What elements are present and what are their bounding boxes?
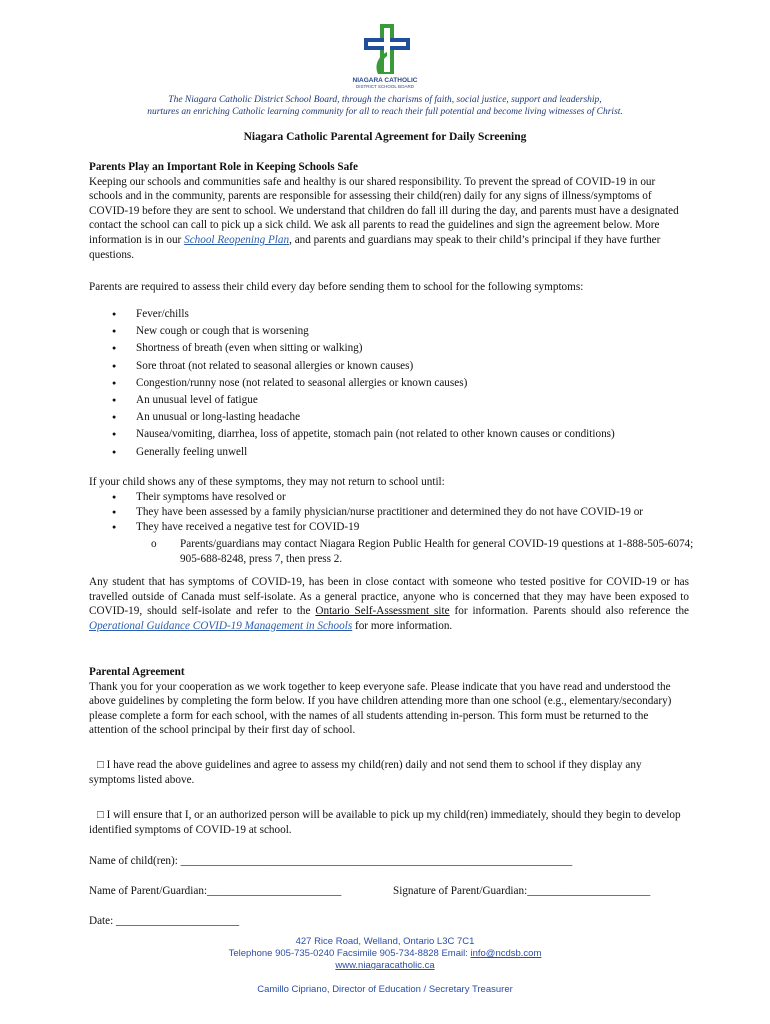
document-title: Niagara Catholic Parental Agreement for Daily Screening (243, 131, 527, 143)
footer-phone: Telephone 905-735-0240 Facsimile 905-734-8828 Email: (228, 948, 471, 959)
isolation-text-2: for information. Parents should also reference the (449, 605, 690, 618)
list-item: ● New cough or cough that is worsening (89, 324, 615, 341)
list-item: ● They have received a negative test for COVID-19 (89, 520, 719, 535)
intro-heading: Parents Play an Important Role in Keeping Schools Safe (89, 161, 358, 173)
list-item: ● An unusual or long-lasting headache (89, 410, 615, 427)
footer-director: Camillo Cipriano, Director of Education / Secretary Treasurer (257, 984, 513, 995)
child-name-field[interactable]: Name of child(ren): ______________________________________________________________________ (89, 855, 573, 867)
school-reopening-plan-link[interactable]: School Reopening Plan (184, 233, 290, 246)
cross-logo-icon (360, 22, 414, 76)
agreement-body: Thank you for your cooperation as we work together to keep everyone safe. Please indicate that you have read and understood the above guidelines by completing the form below. If you have children attending more than one school (e.g., elementary/secondary) please complete a form for each school, with the names of all students attending in-person. This form must be returned to the attention of the school principal by their first day of school. (89, 680, 672, 737)
sub-bullet: o (151, 538, 157, 550)
list-item: ● They have been assessed by a family physician/nurse practitioner and determined they do not have COVID-19 or (89, 505, 719, 520)
public-health-note (151, 537, 700, 567)
intro-body-text: Keeping our schools and communities safe and healthy is our shared responsibility. To prevent the spread of COVID-19 in our schools and in the community, parents are responsible for assessing their child(ren) daily for any signs of illness/symptoms of COVID-19 before they are sent to school. We understand that children do fall ill during the day, and parents must have a designated contact the school can call to pick up a sick child. We ask all parents to read the guidelines and sign the agreement below. More information is in our (89, 175, 679, 246)
list-item: ● An unusual level of fatigue (89, 393, 615, 410)
intro-body-text-end: , and parents and guardians may speak to their child’s principal if they have further questions. (89, 233, 661, 261)
parent-name-field[interactable]: Name of Parent/Guardian:________________________ (89, 885, 342, 897)
website-link[interactable]: www.niagaracatholic.ca (335, 960, 435, 971)
list-item: ● Fever/chills (89, 307, 615, 324)
list-item: ● Shortness of breath (even when sitting or walking) (89, 341, 615, 358)
symptom-list (89, 307, 615, 462)
mission-statement (40, 94, 730, 118)
intro-body (89, 175, 689, 263)
org-subtitle: DISTRICT SCHOOL BOARD (355, 84, 414, 89)
checkbox-square-2[interactable]: □ (97, 809, 104, 821)
isolation-text-3: for more information. (352, 619, 453, 632)
return-conditions-list (89, 490, 719, 534)
agreement-checkbox-2 (89, 808, 689, 838)
mission-line-2: nurtures an enriching Catholic learning community for all to reach their full potential and become living witnesses of Christ. (147, 107, 623, 117)
agreement-heading: Parental Agreement (89, 666, 185, 678)
footer-address: 427 Rice Road, Welland, Ontario L3C 7C1 (295, 936, 475, 947)
intro-section (89, 160, 689, 262)
agreement-section (89, 665, 689, 738)
list-item: ● Congestion/runny nose (not related to seasonal allergies or known causes) (89, 376, 615, 393)
checkbox-text-1: I have read the above guidelines and agree to assess my child(ren) daily and not send them to school if they display any symptoms listed above. (89, 759, 642, 786)
footer-contact (0, 948, 770, 960)
ontario-self-assessment-link[interactable]: Ontario Self-Assessment site (315, 605, 450, 618)
footer-website (0, 960, 770, 972)
checkbox-text-2: I will ensure that I, or an authorized person will be available to pick up my child(ren) immediately, should they begin to develop identified symptoms of COVID-19 at school. (89, 809, 681, 836)
signature-field[interactable]: Signature of Parent/Guardian:______________________ (393, 885, 651, 897)
mission-line-1: The Niagara Catholic District School Board, through the charisms of faith, social justice, support and leadership, (168, 95, 602, 105)
checkbox-square-1[interactable]: □ (97, 759, 104, 771)
return-text: If your child shows any of these symptoms, they may not return to school until: (89, 476, 445, 488)
list-item: ● Generally feeling unwell (89, 445, 615, 462)
operational-guidance-link[interactable]: Operational Guidance COVID-19 Management in Schools (89, 619, 353, 632)
list-item: ● Nausea/vomiting, diarrhea, loss of appetite, stomach pain (not related to other known causes or conditions) (89, 427, 615, 444)
list-item: ● Their symptoms have resolved or (89, 490, 719, 505)
public-health-note-text: Parents/guardians may contact Niagara Region Public Health for general COVID-19 questions at 1-888-505-6074; 905-688-8248, press 7, then press 2. (180, 538, 694, 565)
agreement-checkbox-1 (89, 758, 689, 788)
assess-text: Parents are required to assess their child every day before sending them to school for the following symptoms: (89, 281, 584, 293)
isolation-text-1: Any student that has symptoms of COVID-19, has been in close contact with someone who tested positive for COVID-19 or has travelled outside of Canada must self-isolate. As a general practice, anyone who is concerned that they may have been exposed to COVID-19, should self-isolate and refer to the (89, 576, 689, 618)
isolation-paragraph (89, 575, 689, 633)
list-item: ● Sore throat (not related to seasonal allergies or known causes) (89, 359, 615, 376)
footer-email-link[interactable]: info@ncdsb.com (470, 948, 542, 959)
org-name: NIAGARA CATHOLIC (352, 77, 418, 84)
date-field[interactable]: Date: ______________________ (89, 915, 240, 927)
